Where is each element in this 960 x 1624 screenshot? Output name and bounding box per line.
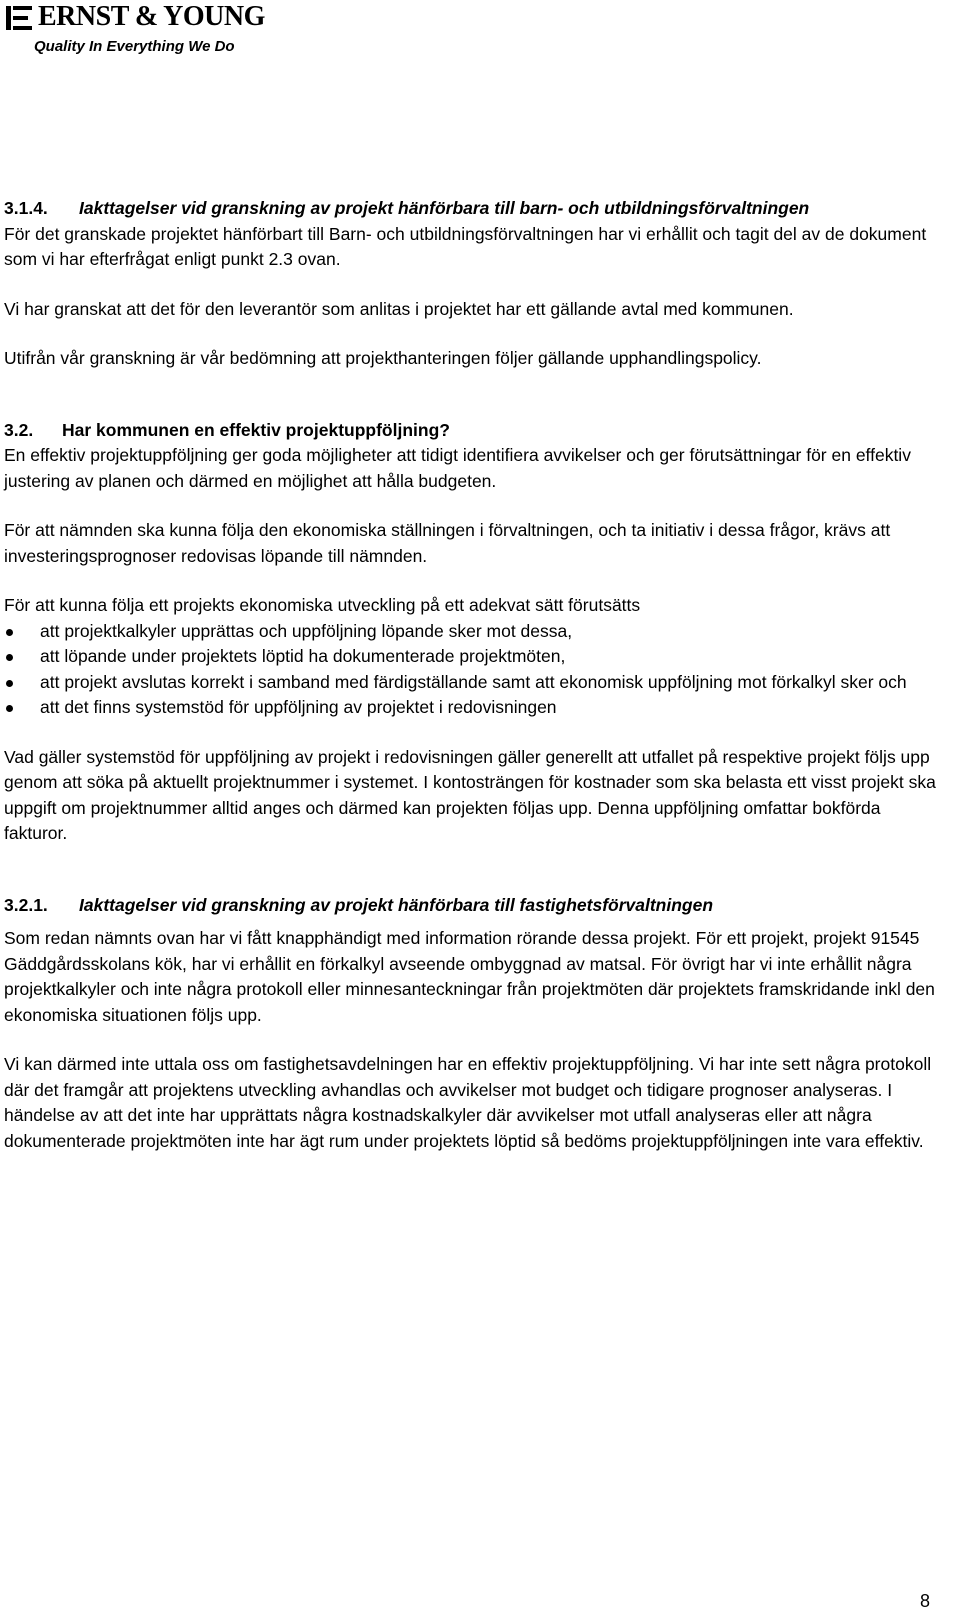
paragraph: En effektiv projektuppföljning ger goda möjligheter att tidigt identifiera avvikelser och ger förutsättningar för en effektiv justering av planen och därmed en möjlighet att hålla budgeten. — [4, 445, 911, 491]
section-heading-3-2 — [4, 418, 944, 444]
bullet-icon — [6, 629, 13, 636]
paragraph: Som redan nämnts ovan har vi fått knapphändigt med information rörande dessa projekt. För ett projekt, projekt 91545 Gäddgårdsskolans kök, har vi erhållit en förkalkyl avseende ombyggnad av matsal. För övrigt har vi inte erhållit några projektkalkyler och inte några protokoll eller minnesanteckningar från projektmöten där projektets framskridande inkl den ekonomiska situationen följs upp. — [4, 928, 935, 1025]
paragraph: Vi har granskat att det för den leverantör som anlitas i projektet har ett gällande avtal med kommunen. — [4, 298, 794, 319]
list-item: att projektkalkyler upprättas och uppföljning löpande sker mot dessa, — [4, 619, 944, 645]
paragraph: För att nämnden ska kunna följa den ekonomiska ställningen i förvaltningen, och ta initiativ i dessa frågor, krävs att investeringsprognoser redovisas löpande till nämnden. — [4, 520, 891, 566]
bullet-icon — [6, 680, 13, 687]
paragraph: För att kunna följa ett projekts ekonomiska utveckling på ett adekvat sätt förutsätts — [4, 595, 641, 615]
paragraph: Vad gäller systemstöd för uppföljning av projekt i redovisningen gäller generellt att utfallet på respektive projekt följs upp genom att söka på aktuellt projektnummer i systemet. I kontosträngen för kostnader som ska belasta ett visst projekt ska uppgift om projektnummer alltid anges och därmed kan projekten följas upp. Denna uppföljning omfattar bokförda fakturor. — [4, 746, 936, 843]
section-title: Har kommunen en effektiv projektuppföljning? — [62, 419, 450, 440]
company-tagline: Quality In Everything We Do — [34, 38, 235, 55]
page-number: 8 — [919, 1591, 930, 1611]
paragraph: Vi kan därmed inte uttala oss om fastighetsavdelningen har en effektiv projektuppföljning. Vi har inte sett några protokoll där det framgår att projektens utveckling avhandlas och avvikelser mot budget och tidigare prognoser analyseras. I händelse av att det inte har upprättats några kostnadskalkyler där avvikelser mot utfall analyseras eller att några dokumenterade projektmöten inte har ägt rum under projektets löptid så bedöms projektuppföljningen inte vara effektiv. — [4, 1054, 932, 1151]
section-heading-3-1-4 — [4, 196, 944, 222]
company-logo — [6, 2, 306, 58]
section-title: Iakttagelser vid granskning av projekt hänförbara till fastighetsförvaltningen — [79, 894, 714, 915]
paragraph: Utifrån vår granskning är vår bedömning att projekthanteringen följer gällande upphandlingspolicy. — [4, 348, 762, 368]
company-name: ERNST & YOUNG — [38, 1, 265, 32]
section-number: 3.1.4. — [4, 198, 48, 218]
list-item: att löpande under projektets löptid ha dokumenterade projektmöten, — [4, 644, 944, 670]
list-item: att det finns systemstöd för uppföljning av projektet i redovisningen — [4, 695, 944, 721]
ey-logo-mark-icon — [6, 6, 32, 30]
section-number: 3.2.1. — [4, 894, 48, 915]
bullet-list — [4, 619, 944, 721]
bullet-icon — [6, 705, 13, 712]
bullet-icon — [6, 654, 13, 661]
section-number: 3.2. — [4, 419, 34, 440]
list-item: att projekt avslutas korrekt i samband med färdigställande samt att ekonomisk uppföljning mot förkalkyl sker och — [4, 670, 944, 696]
section-heading-3-2-1 — [4, 893, 944, 919]
section-title: Iakttagelser vid granskning av projekt hänförbara till barn- och utbildningsförvaltningen — [79, 198, 810, 218]
document-body — [4, 196, 944, 1154]
paragraph: För det granskade projektet hänförbart till Barn- och utbildningsförvaltningen har vi erhållit och tagit del av de dokument som vi har efterfrågat enligt punkt 2.3 ovan. — [4, 223, 927, 269]
